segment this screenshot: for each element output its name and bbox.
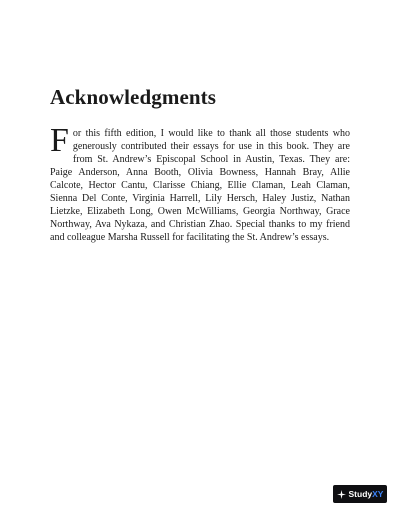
studyxy-watermark (333, 485, 387, 503)
page-heading: Acknowledgments (50, 85, 217, 109)
watermark-text: StudyXY (348, 489, 384, 499)
plus-sparkle-icon (337, 490, 346, 499)
drop-cap-letter: F (50, 122, 69, 159)
paragraph-text: or this fifth edition, I would like to thank all those students who generously contributed their essays for use in this book. They are from St. Andrew’s Episcopal School in Austin, Texas. They are: Paige Anderson, Anna Booth, Olivia Bowness, Hannah Bray, Allie Calcote, Hector Cantu, Clarisse Chiang, Ellie Claman, Leah Claman, Sienna Del Conte, Virginia Harrell, Lily Hersch, Haley Justiz, Nathan Lietzke, Elizabeth Long, Owen McWilliams, Georgia Northway, Grace Northway, Ava Nykaza, and Christian Zhao. Special thanks to my friend and colleague Marsha Russell for facilitating the St. Andrew’s essays. (50, 128, 350, 243)
acknowledgments-paragraph (50, 122, 350, 244)
